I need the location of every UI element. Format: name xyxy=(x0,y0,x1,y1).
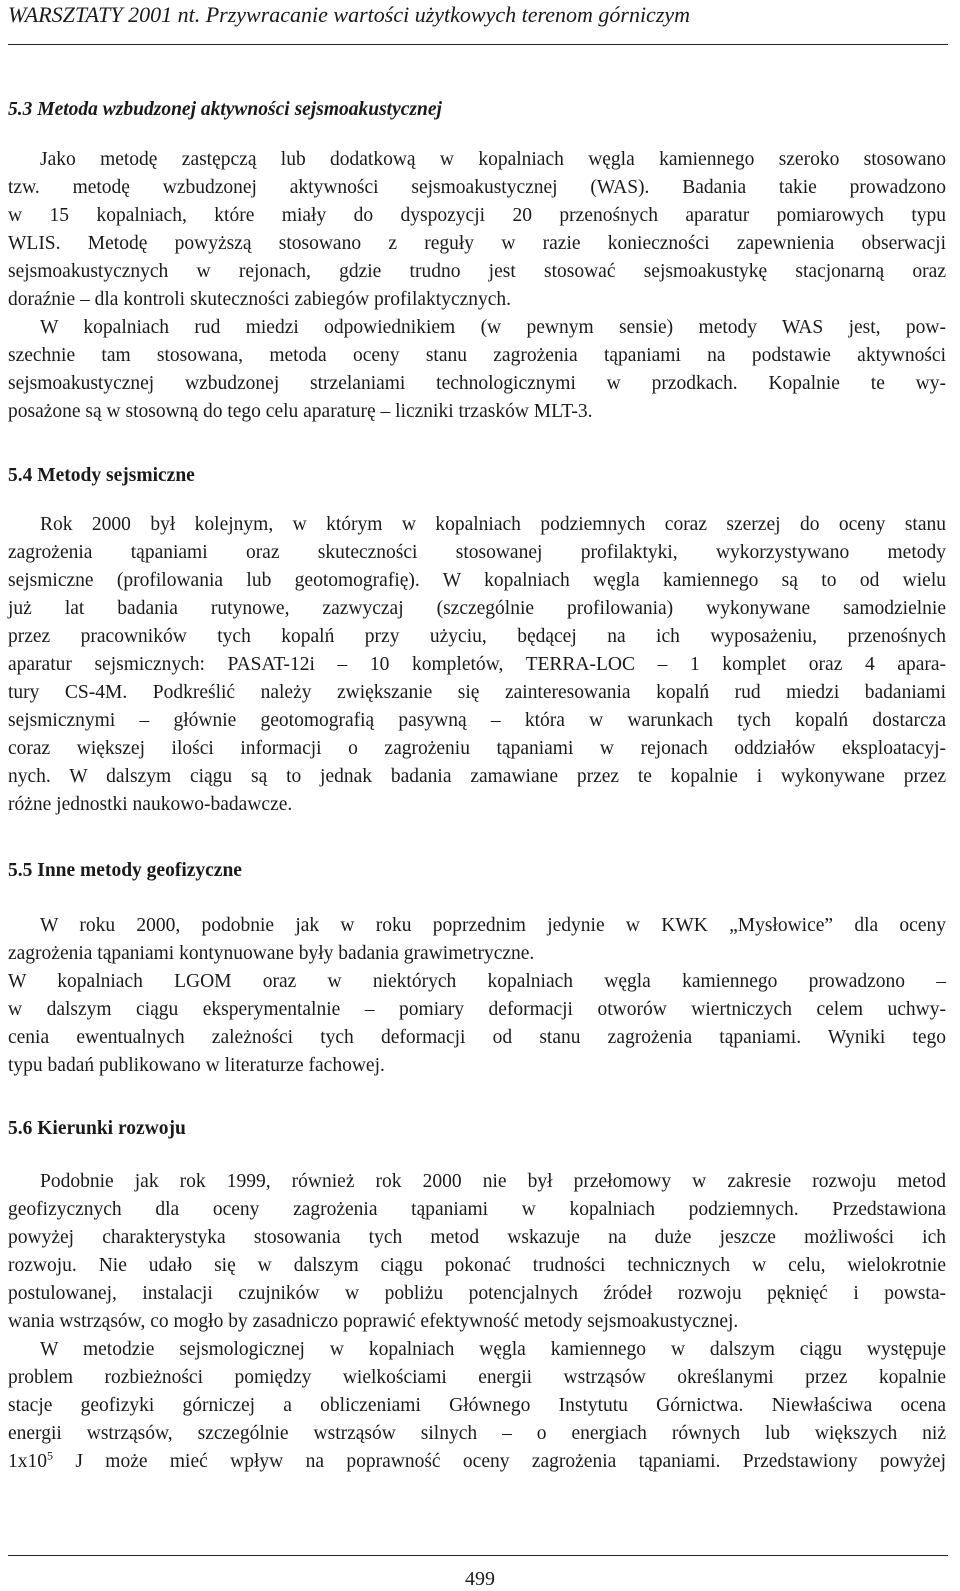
text-line: sejsmoakustycznych w rejonach, gdzie trudno jest stosować sejsmoakustykę stacjonarną oraz xyxy=(8,261,946,282)
section-5-4-title: 5.4 Metody sejsmiczne xyxy=(8,465,195,486)
text-line: szechnie tam stosowana, metoda oceny stanu zagrożenia tąpaniami na podstawie aktywności xyxy=(8,345,946,366)
text-line: tury CS-4M. Podkreślić należy zwiększanie się zainteresowania kopalń rud miedzi badaniami xyxy=(8,682,946,703)
text-line: nych. W dalszym ciągu są to jednak badania zamawiane przez te kopalnie i wykonywane przez xyxy=(8,766,946,787)
text-line: WLIS. Metodę powyższą stosowano z reguły w razie konieczności zapewnienia obserwacji xyxy=(8,233,946,254)
text-line: energii wstrząsów, szczególnie wstrząsów silnych – o energiach równych lub większych niż xyxy=(8,1423,946,1444)
text-line: zagrożenia tąpaniami kontynuowane były badania grawimetryczne. xyxy=(8,943,535,964)
text-line: W kopalniach LGOM oraz w niektórych kopalniach węgla kamiennego prowadzono – xyxy=(8,971,946,992)
energy-value-exponent: 5 xyxy=(47,1448,53,1463)
text-line: sejsmiczne (profilowania lub geotomografię). W kopalniach węgla kamiennego są to od wielu xyxy=(8,570,946,591)
text-line: Rok 2000 był kolejnym, w którym w kopalniach podziemnych coraz szerzej do oceny stanu xyxy=(40,514,946,535)
section-5-6-paragraph-1 xyxy=(8,1168,946,1336)
section-5-6-paragraph-2 xyxy=(8,1336,946,1476)
text-line: W kopalniach rud miedzi odpowiednikiem (w pewnym sensie) metody WAS jest, pow- xyxy=(40,317,946,338)
text-line: problem rozbieżności pomiędzy wielkościami energii wstrząsów określanymi przez kopalnie xyxy=(8,1367,946,1388)
text-line: przez pracowników tych kopalń przy użyciu, będącej na ich wyposażeniu, przenośnych xyxy=(8,626,946,647)
energy-value-rest: J może mieć wpływ na poprawność oceny zagrożenia tąpaniami. Przedstawiony powyżej xyxy=(53,1451,946,1472)
text-line: Podobnie jak rok 1999, również rok 2000 nie był przełomowy w zakresie rozwoju metod xyxy=(40,1171,946,1192)
text-line: w 15 kopalniach, które miały do dyspozycji 20 przenośnych aparatur pomiarowych typu xyxy=(8,205,946,226)
text-line: tzw. metodę wzbudzonej aktywności sejsmoakustycznej (WAS). Badania takie prowadzono xyxy=(8,177,946,198)
text-line: typu badań publikowano w literaturze fachowej. xyxy=(8,1055,385,1076)
text-line: W roku 2000, podobnie jak w roku poprzednim jedynie w KWK „Mysłowice” dla oceny xyxy=(40,915,946,936)
running-header: WARSZTATY 2001 nt. Przywracanie wartości użytkowych terenom górniczym xyxy=(8,2,691,27)
page-number: 499 xyxy=(465,1568,495,1590)
text-line: stacje geofizyki górniczej a obliczeniami Głównego Instytutu Górnictwa. Niewłaściwa ocena xyxy=(8,1395,946,1416)
text-line: coraz większej ilości informacji o zagrożeniu tąpaniami w rejonach oddziałów eksploatacyj- xyxy=(8,738,946,759)
text-line: sejsmicznymi – głównie geotomografią pasywną – która w warunkach tych kopalń dostarcza xyxy=(8,710,946,731)
text-line: już lat badania rutynowe, zazwyczaj (szczególnie profilowania) wykonywane samodzielnie xyxy=(8,598,946,619)
text-line: doraźnie – dla kontroli skuteczności zabiegów profilaktycznych. xyxy=(8,289,512,310)
text-line: powyżej charakterystyka stosowania tych metod wskazuje na duże jeszcze możliwości ich xyxy=(8,1227,946,1248)
text-line: posażone są w stosowną do tego celu aparaturę – liczniki trzasków MLT-3. xyxy=(8,401,593,422)
text-line: wania wstrząsów, co mogło by zasadniczo poprawić efektywność metody sejsmoakustycznej. xyxy=(8,1311,739,1332)
section-5-5-paragraph-1 xyxy=(8,912,946,968)
text-line: sejsmoakustycznej wzbudzonej strzelaniami technologicznymi w przodkach. Kopalnie te wy- xyxy=(8,373,946,394)
section-5-5-paragraph-2 xyxy=(8,968,946,1080)
text-line: W metodzie sejsmologicznej w kopalniach węgla kamiennego w dalszym ciągu występuje xyxy=(40,1339,946,1360)
section-5-5-title: 5.5 Inne metody geofizyczne xyxy=(8,860,242,881)
section-5-3-title: 5.3 Metoda wzbudzonej aktywności sejsmoakustycznej xyxy=(8,99,442,120)
text-line: postulowanej, instalacji czujników w pobliżu potencjalnych źródeł rozwoju pęknięć i powsta- xyxy=(8,1283,946,1304)
energy-value-base: 1x10 xyxy=(8,1451,47,1472)
section-5-3-paragraph-2 xyxy=(8,314,946,426)
section-5-6-title: 5.6 Kierunki rozwoju xyxy=(8,1118,186,1139)
text-line: geofizycznych dla oceny zagrożenia tąpaniami w kopalniach podziemnych. Przedstawiona xyxy=(8,1199,946,1220)
section-5-3-paragraph-1 xyxy=(8,146,946,314)
footer-divider xyxy=(8,1555,948,1556)
text-line: różne jednostki naukowo-badawcze. xyxy=(8,794,293,815)
text-line: rozwoju. Nie udało się w dalszym ciągu pokonać trudności technicznych w celu, wielokrotnie xyxy=(8,1255,946,1276)
text-line: aparatur sejsmicznych: PASAT-12i – 10 kompletów, TERRA-LOC – 1 komplet oraz 4 apara- xyxy=(8,654,946,675)
header-divider xyxy=(8,44,948,45)
text-line: cenia ewentualnych zależności tych deformacji od stanu zagrożenia tąpaniami. Wyniki tego xyxy=(8,1027,946,1048)
section-5-4-paragraph-1 xyxy=(8,511,946,819)
text-line: w dalszym ciągu eksperymentalnie – pomiary deformacji otworów wiertniczych celem uchwy- xyxy=(8,999,946,1020)
text-line: Jako metodę zastępczą lub dodatkową w kopalniach węgla kamiennego szeroko stosowano xyxy=(40,149,946,170)
text-line: zagrożenia tąpaniami oraz skuteczności stosowanej profilaktyki, wykorzystywano metody xyxy=(8,542,946,563)
text-line-with-superscript xyxy=(8,1448,946,1476)
